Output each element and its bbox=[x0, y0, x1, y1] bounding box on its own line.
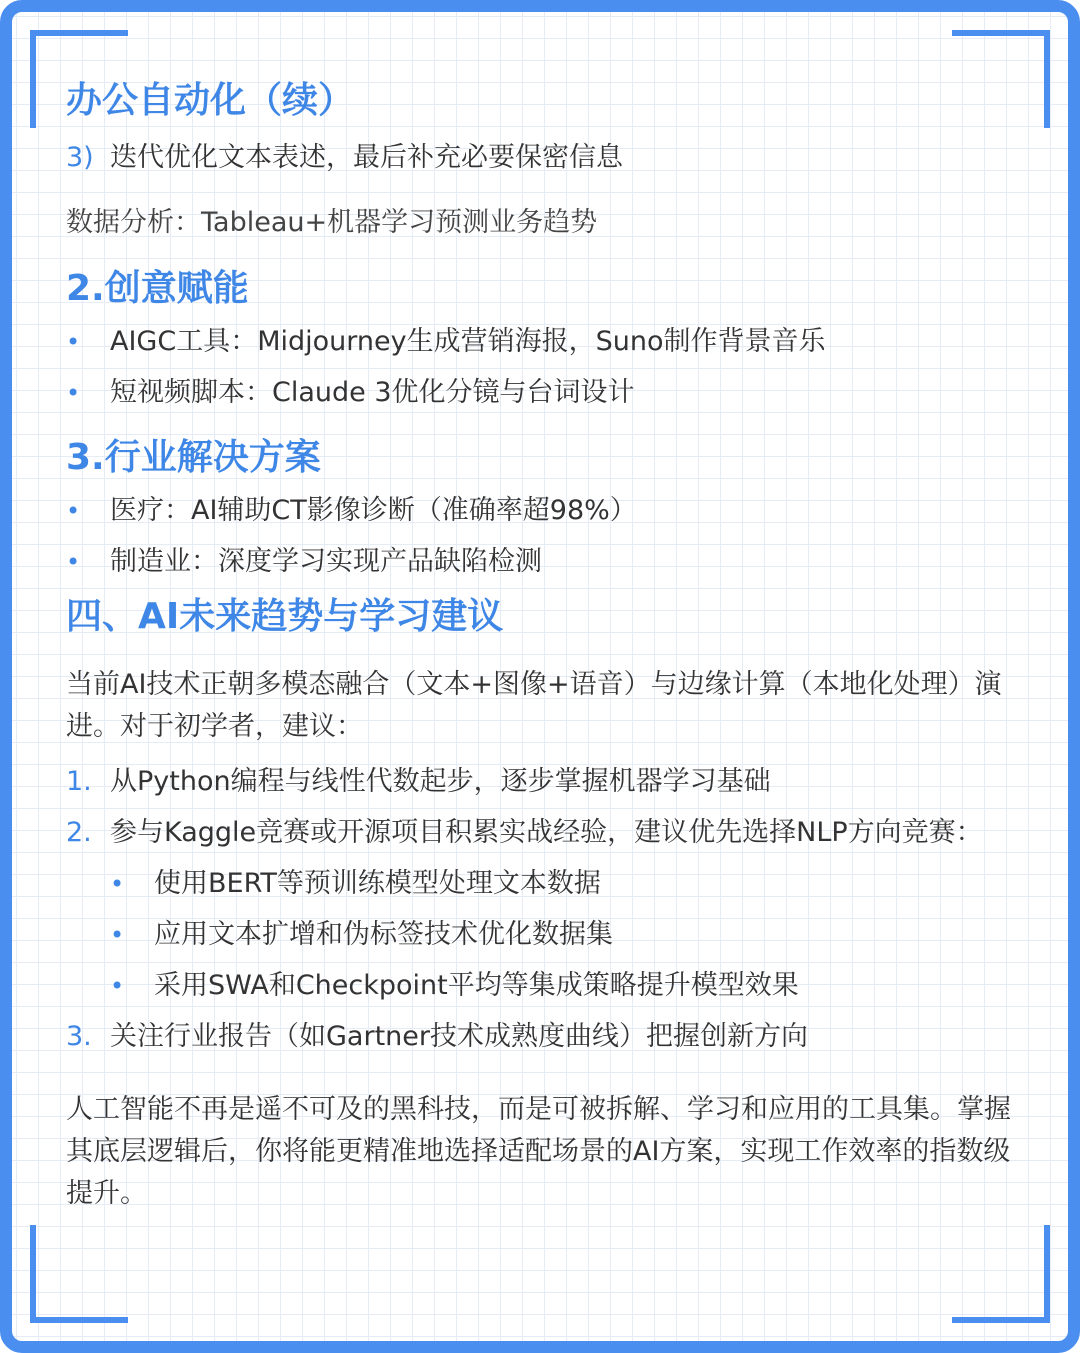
list-item bbox=[66, 140, 1026, 176]
sub-list-item bbox=[66, 917, 1026, 953]
list-item-text: 采用SWA和Checkpoint平均等集成策略提升模型效果 bbox=[154, 970, 799, 1001]
sub-list-item bbox=[66, 968, 1026, 1004]
bullet-icon: • bbox=[110, 870, 125, 898]
bullet-icon: • bbox=[66, 497, 81, 525]
bullet-icon: • bbox=[110, 972, 125, 1000]
list-item-text: AIGC工具：Midjourney生成营销海报，Suno制作背景音乐 bbox=[110, 326, 826, 357]
section-heading-creative: 2.创意赋能 bbox=[66, 268, 249, 309]
bullet-icon: • bbox=[66, 328, 81, 356]
section-heading-office-automation: 办公自动化（续） bbox=[66, 80, 355, 121]
bullet-icon: • bbox=[110, 921, 125, 949]
list-item bbox=[66, 375, 1026, 411]
list-number: 1. bbox=[66, 766, 92, 797]
corner-bracket-bottom-right bbox=[952, 1225, 1050, 1323]
list-item-text: 医疗：AI辅助CT影像诊断（准确率超98%） bbox=[110, 495, 637, 526]
list-item-text: 使用BERT等预训练模型处理文本数据 bbox=[154, 868, 601, 899]
list-item-text: 制造业：深度学习实现产品缺陷检测 bbox=[110, 546, 542, 577]
list-item-text: 迭代优化文本表述，最后补充必要保密信息 bbox=[110, 142, 623, 173]
list-item-text: 关注行业报告（如Gartner技术成熟度曲线）把握创新方向 bbox=[110, 1021, 808, 1052]
list-item bbox=[66, 493, 1026, 529]
sub-list-item bbox=[66, 866, 1026, 902]
list-number: 3. bbox=[66, 1021, 92, 1052]
numbered-item bbox=[66, 764, 1026, 800]
corner-bracket-bottom-left bbox=[30, 1225, 128, 1323]
numbered-item bbox=[66, 1019, 1026, 1055]
list-item-text: 从Python编程与线性代数起步，逐步掌握机器学习基础 bbox=[110, 766, 771, 797]
section-heading-industry: 3.行业解决方案 bbox=[66, 437, 321, 478]
list-number: 2. bbox=[66, 817, 92, 848]
conclusion-paragraph: 人工智能不再是遥不可及的黑科技，而是可被拆解、学习和应用的工具集。掌握其底层逻辑后，你将能更精准地选择适配场景的AI方案，实现工作效率的指数级提升。 bbox=[66, 1094, 1011, 1209]
numbered-item bbox=[66, 815, 1026, 851]
list-item-text: 应用文本扩增和伪标签技术优化数据集 bbox=[154, 919, 613, 950]
section-heading-future: 四、AI未来趋势与学习建议 bbox=[66, 596, 504, 637]
intro-paragraph: 当前AI技术正朝多模态融合（文本+图像+语音）与边缘计算（本地化处理）演进。对于初学者，建议： bbox=[66, 669, 1002, 742]
bullet-icon: • bbox=[66, 548, 81, 576]
list-item bbox=[66, 544, 1026, 580]
bullet-icon: • bbox=[66, 379, 81, 407]
list-item-text: 参与Kaggle竞赛或开源项目积累实战经验，建议优先选择NLP方向竞赛： bbox=[110, 817, 983, 848]
data-analysis-line: 数据分析：Tableau+机器学习预测业务趋势 bbox=[66, 207, 598, 238]
list-item bbox=[66, 324, 1026, 360]
document-body bbox=[66, 76, 1026, 1215]
list-item-text: 短视频脚本：Claude 3优化分镜与台词设计 bbox=[110, 377, 635, 408]
list-number: 3) bbox=[66, 142, 94, 173]
